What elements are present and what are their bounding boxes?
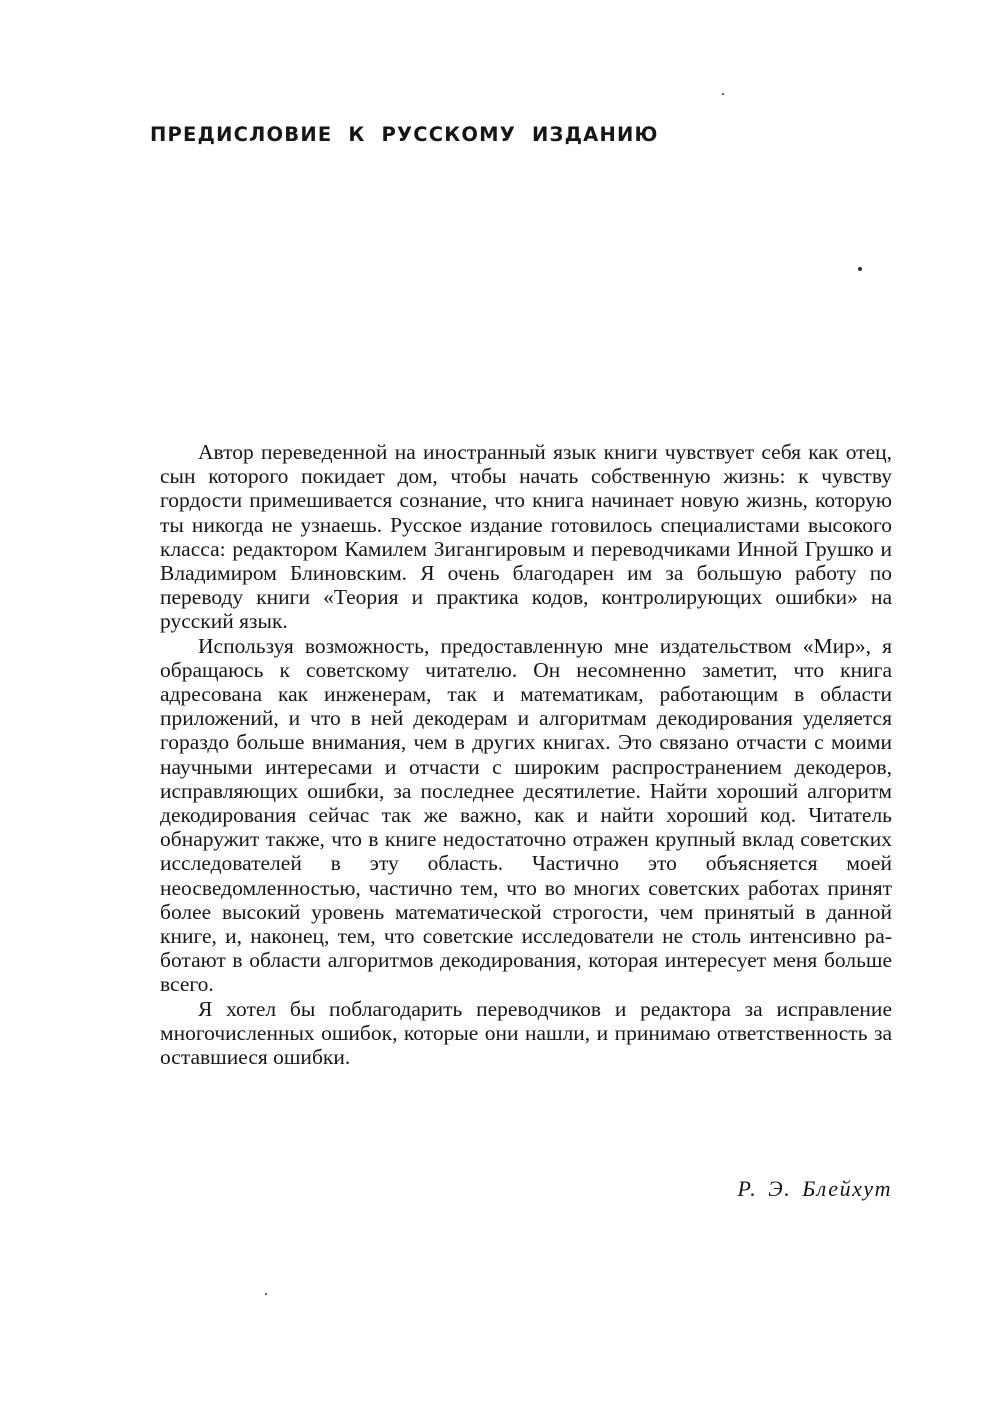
paragraph-2: Используя возможность, предоставленную мне издательством «Мир», я обращаюсь к советскому читателю. Он несомненно заметит, что книга адресована как инженерам, так и математикам, работающим в области приложений, и что в ней декодерам и алгоритмам декодирования уделяется гораздо больше внимания, чем в других книгах. Это связано отчасти с моими научными интересами и отчасти с широким распространением декодеров, исправляющих ошибки, за последнее десятилетие. Найти хороший алгоритм декодирования сейчас так же важно, как и найти хороший код. Читатель обнаружит также, что в книге недостаточно отражен крупный вклад советских исследователей в эту область. Частично это объясняется моей неосведомленностью, частично тем, что во многих советских работах принят более высокий уровень математической строгости, чем принятый в данной книге, и, наконец, тем, что советские исследователи не столь интенсивно работают в области алгоритмов декодирования, которая интересует меня больше всего. bbox=[160, 633, 892, 997]
paragraph-1: Автор переведенной на иностранный язык книги чувствует себя как отец, сын которого покидает дом, чтобы начать собственную жизнь: к чувству гордости примешивается сознание, что книга начинает новую жизнь, которую ты никогда не узнаешь. Русское издание готовилось специалистами высокого класса: редактором Камилем Зигангировым и переводчиками Инной Грушко и Владимиром Блиновским. Я очень благодарен им за большую работу по переводу книги «Теория и практика кодов, контролирующих ошибки» на русский язык. bbox=[160, 440, 892, 634]
paragraph-3: Я хотел бы поблагодарить переводчиков и редактора за исправление многочисленных ошибок, которые они нашли, и принимаю ответственность за оставшиеся ошибки. bbox=[160, 996, 892, 1070]
scan-speck bbox=[722, 93, 724, 95]
scan-speck bbox=[858, 267, 862, 271]
page-title: ПРЕДИСЛОВИЕ К РУССКОМУ ИЗДАНИЮ bbox=[150, 123, 659, 146]
preface-body bbox=[160, 440, 892, 1069]
author-signature: Р. Э. Блейхут bbox=[737, 1176, 892, 1201]
scan-speck bbox=[265, 1293, 267, 1295]
